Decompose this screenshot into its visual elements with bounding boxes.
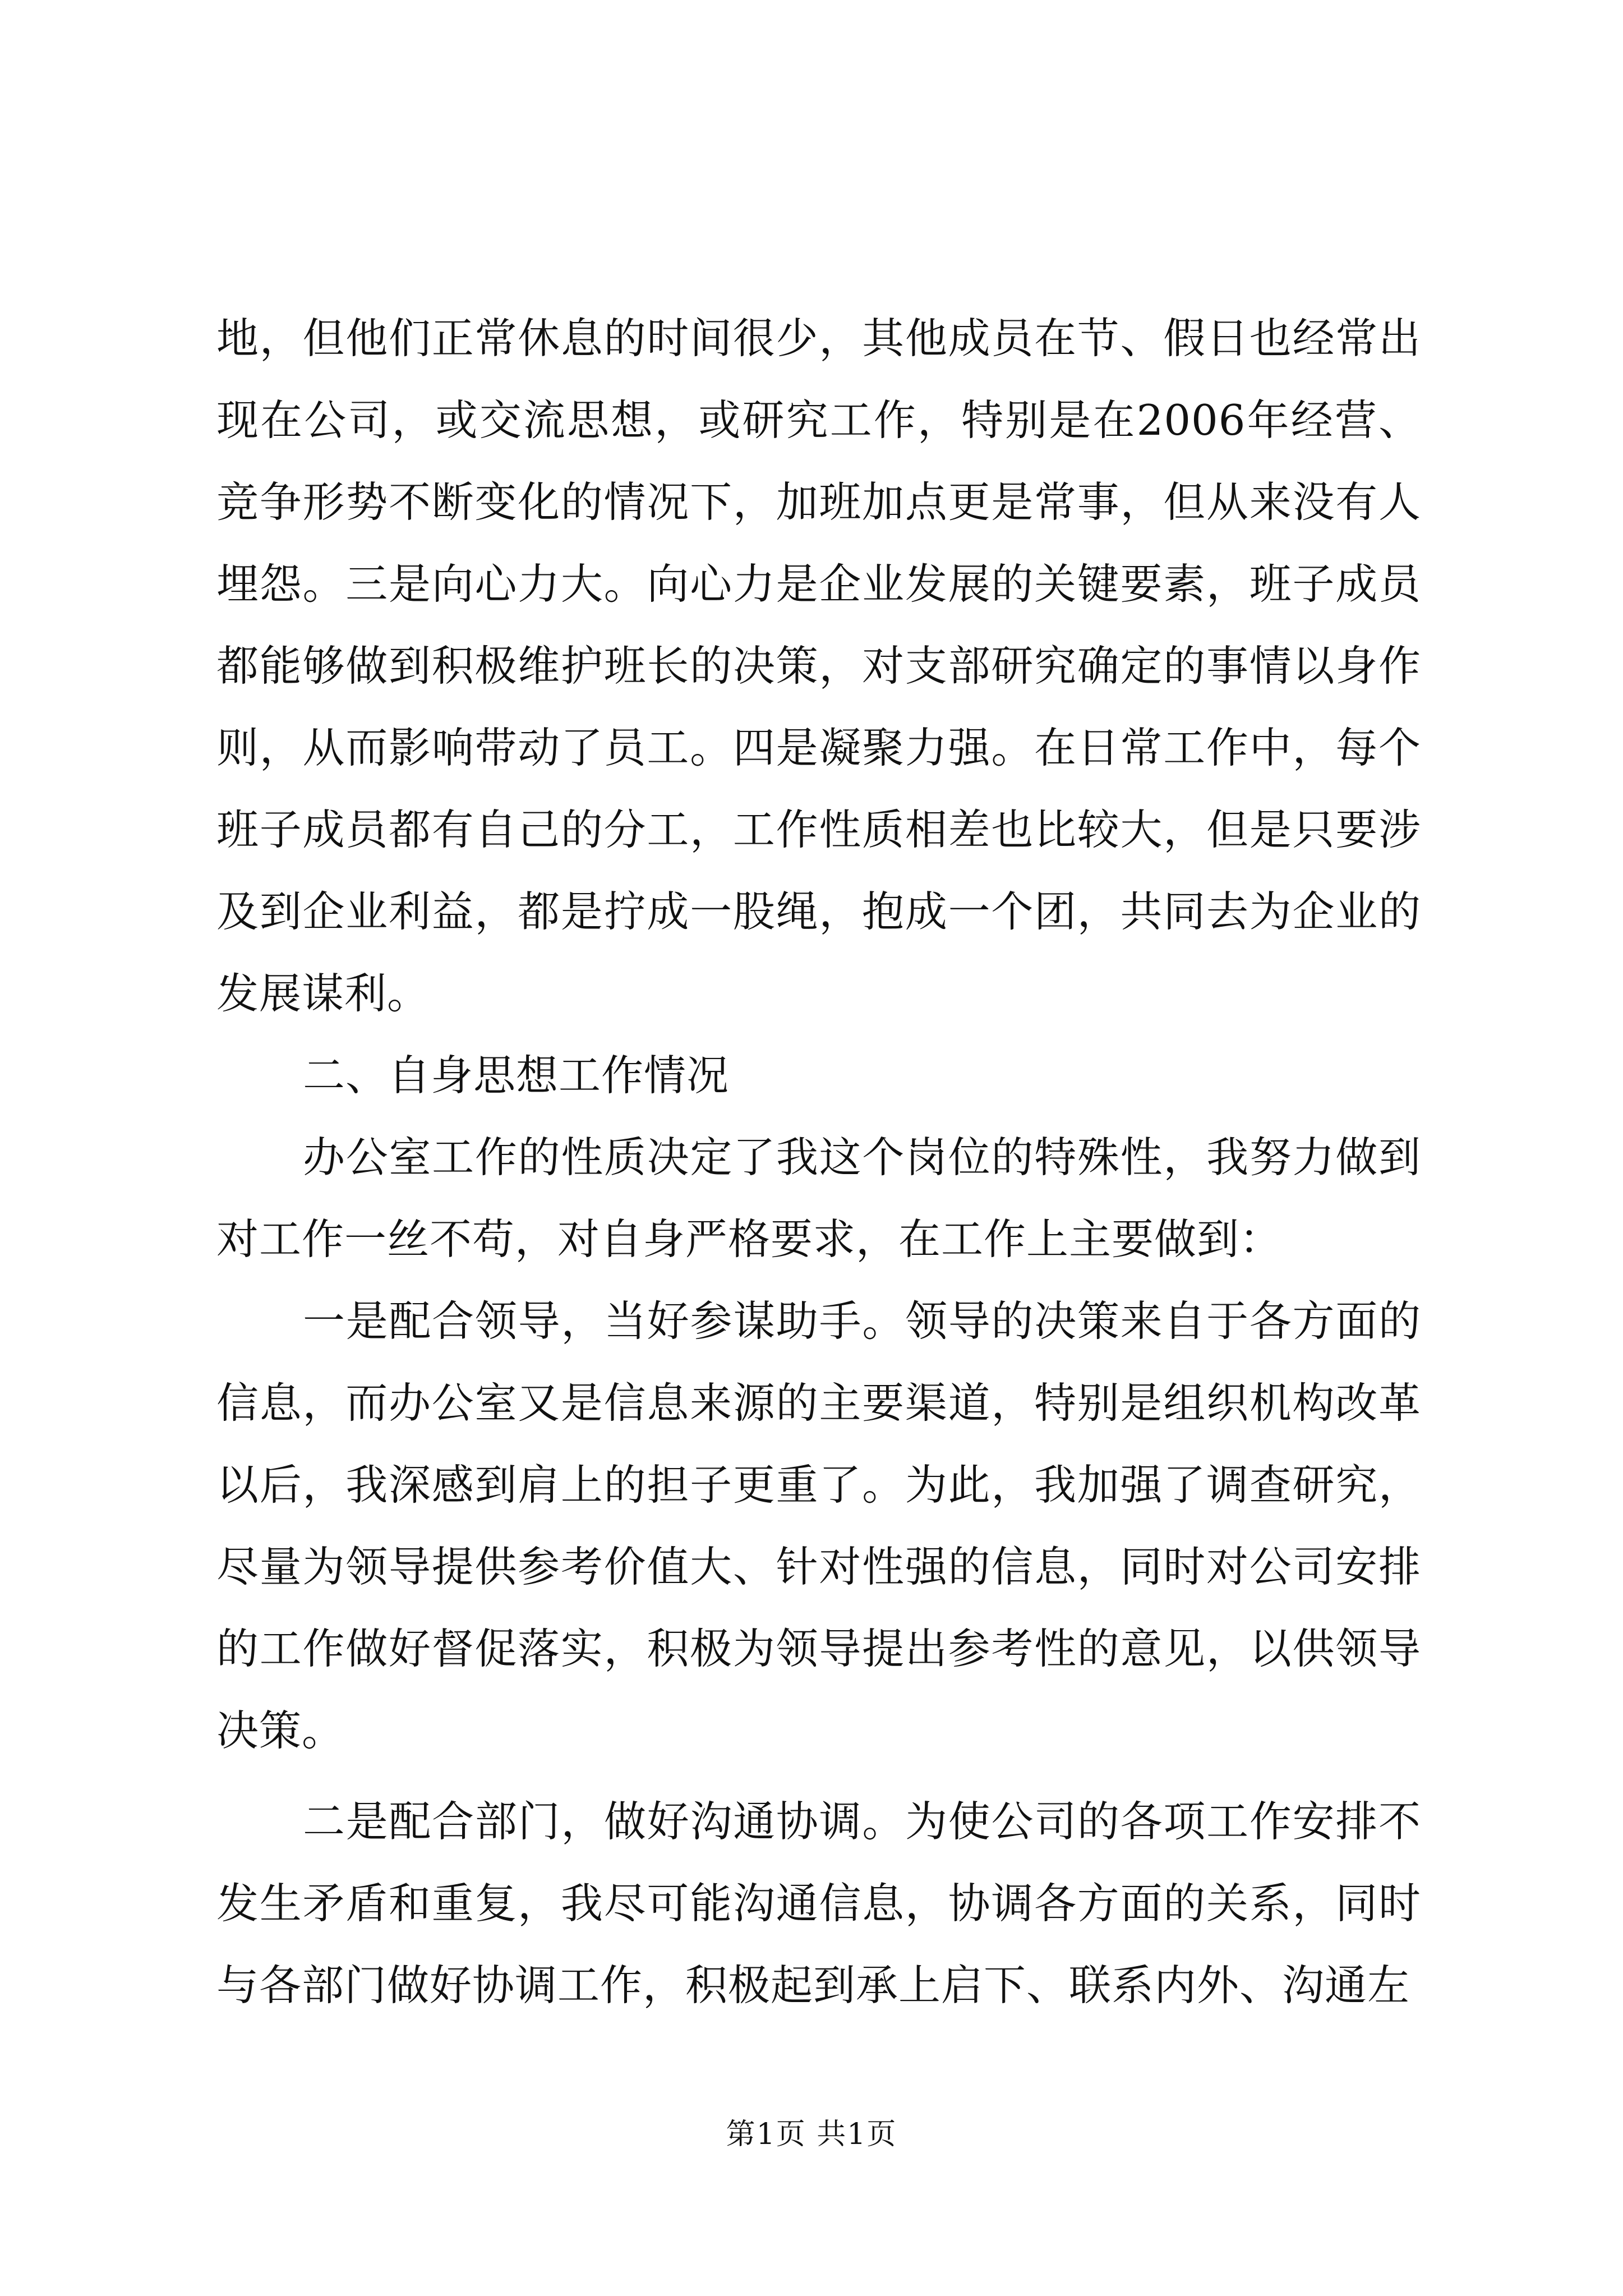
paragraph-2-heading: 二、自身思想工作情况 <box>303 1051 730 1100</box>
paragraph-3: 办公室工作的性质决定了我这个岗位的特殊性，我努力做到对工作一丝不苟，对自身严格要求，在工作上主要做到： <box>216 1133 1421 1264</box>
page-footer: 第1页 共1页 <box>726 2118 897 2151</box>
paragraph-4: 一是配合领导，当好参谋助手。领导的决策来自于各方面的信息，而办公室又是信息来源的主要渠道，特别是组织机构改革以后，我深感到肩上的担子更重了。为此，我加强了调查研究，尽量为领导提供参考价值大、针对性强的信息，同时对公司安排的工作做好督促落实，积极为领导提出参考性的意见，以供领导决策。 <box>216 1296 1421 1755</box>
paragraph-5: 二是配合部门，做好沟通协调。为使公司的各项工作安排不发生矛盾和重复，我尽可能沟通信息，协调各方面的关系，同时与各部门做好协调工作，积极起到承上启下、联系内外、沟通左 <box>216 1797 1421 2010</box>
document-body <box>216 297 1421 2026</box>
paragraph-1: 地，但他们正常休息的时间很少，其他成员在节、假日也经常出现在公司，或交流思想，或研究工作，特别是在2006年经营、竞争形势不断变化的情况下，加班加点更是常事，但从来没有人埋怨。三是向心力大。向心力是企业发展的关键要素，班子成员都能够做到积极维护班长的决策，对支部研究确定的事情以身作则，从而影响带动了员工。四是凝聚力强。在日常工作中，每个班子成员都有自己的分工，工作性质相差也比较大，但是只要涉及到企业利益，都是拧成一股绳，抱成一个团，共同去为企业的发展谋利。 <box>216 314 1421 1018</box>
